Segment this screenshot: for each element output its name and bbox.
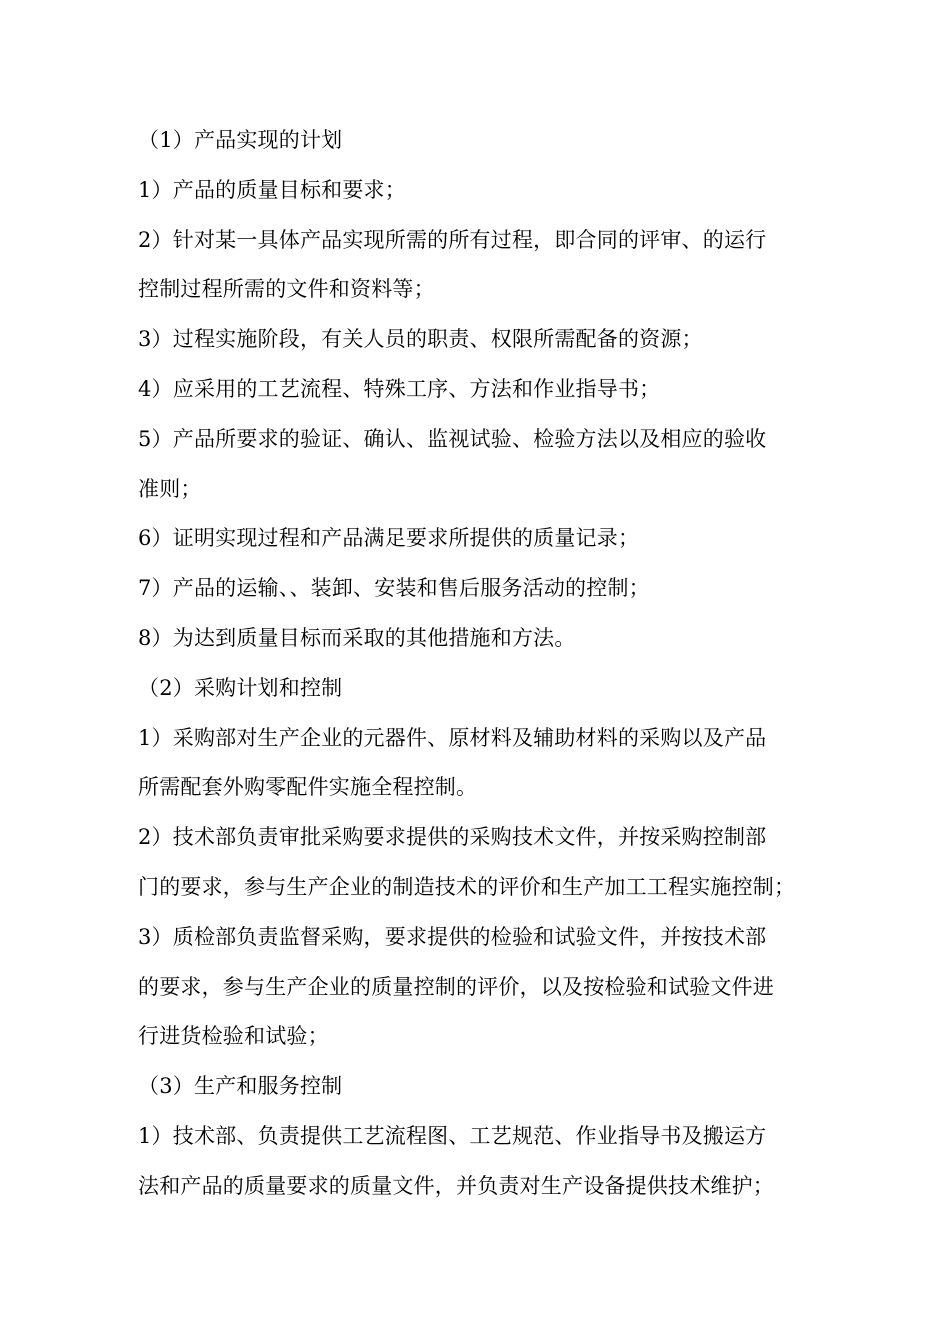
section-heading-1: （1）产品实现的计划 <box>138 128 343 152</box>
text-line: 1）采购部对生产企业的元器件、原材料及辅助材料的采购以及产品 <box>138 725 767 750</box>
text-line: 2）技术部负责审批采购要求提供的采购技术文件，并按采购控制部 <box>138 825 767 850</box>
text-line: 2）针对某一具体产品实现所需的所有过程，即合同的评审、的运行 <box>138 227 767 252</box>
document-body <box>138 124 838 1220</box>
text-line: 行进货检验和试验； <box>138 1024 329 1049</box>
text-line: 1）产品的质量目标和要求； <box>138 177 406 202</box>
text-line: 1）技术部、负责提供工艺流程图、工艺规范、作业指导书及搬运方 <box>138 1123 767 1148</box>
text-line: 3）过程实施阶段，有关人员的职责、权限所需配备的资源； <box>138 327 703 352</box>
text-line: 6）证明实现过程和产品满足要求所提供的质量记录； <box>138 526 640 551</box>
text-line: 8）为达到质量目标而采取的其他措施和方法。 <box>138 625 576 650</box>
text-line: 3）质检部负责监督采购，要求提供的检验和试验文件，并按技术部 <box>138 924 767 949</box>
section-heading-2: （2）采购计划和控制 <box>138 675 343 700</box>
section-heading-3: （3）生产和服务控制 <box>138 1074 343 1099</box>
text-line: 所需配套外购零配件实施全程控制。 <box>138 775 478 800</box>
text-line: 门的要求，参与生产企业的制造技术的评价和生产加工工程实施控制； <box>138 874 796 899</box>
text-line: 7）产品的运输、、装卸、安装和售后服务活动的控制； <box>138 576 650 601</box>
text-line: 准则； <box>138 476 202 501</box>
text-line: 4）应采用的工艺流程、特殊工序、方法和作业指导书； <box>138 376 661 401</box>
text-line: 的要求，参与生产企业的质量控制的评价，以及按检验和试验文件进 <box>138 974 774 999</box>
text-line: 5）产品所要求的验证、确认、监视试验、检验方法以及相应的验收 <box>138 426 767 451</box>
text-line: 法和产品的质量要求的质量文件，并负责对生产设备提供技术维护； <box>138 1173 774 1198</box>
text-line: 控制过程所需的文件和资料等； <box>138 277 435 302</box>
